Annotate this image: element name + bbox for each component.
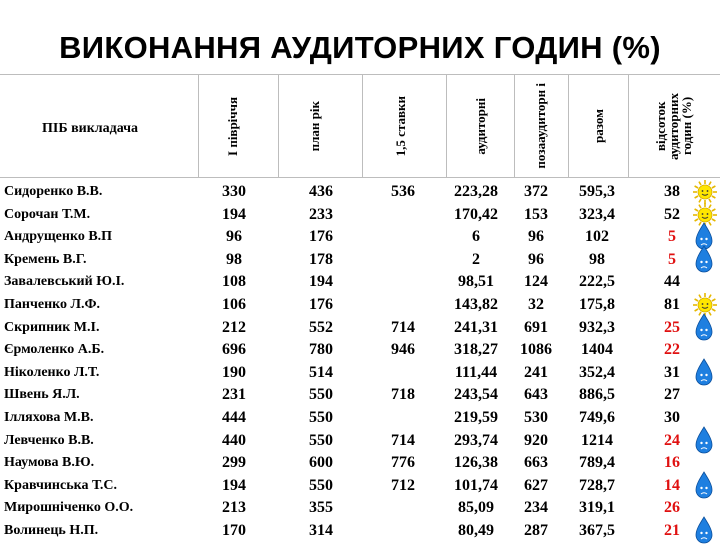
cell-aud: 223,28 — [454, 183, 498, 200]
cell-h1: 98 — [226, 250, 242, 268]
column-divider — [568, 74, 569, 178]
column-header-name: ПІБ викладача — [42, 121, 139, 136]
cell-aud: 98,51 — [458, 273, 494, 291]
column-header-percent — [640, 76, 706, 176]
cell-extra: 96 — [528, 228, 544, 246]
cell-rate — [368, 226, 438, 248]
teacher-name: Мирошніченко О.О. — [4, 500, 134, 516]
slide-title: ВИКОНАННЯ АУДИТОРНИХ ГОДИН (%) — [59, 30, 661, 65]
cell-plan: 436 — [309, 183, 333, 200]
cell-pct: 16 — [664, 454, 680, 472]
table-row — [0, 497, 720, 519]
cell-h1: 212 — [222, 318, 246, 336]
column-header-total-label: разом — [590, 109, 606, 143]
cell-rate — [368, 271, 438, 293]
cell-pct: 21 — [664, 522, 680, 539]
column-divider — [278, 74, 279, 178]
cell-h1: 440 — [222, 431, 246, 449]
cell-pct: 5 — [668, 228, 676, 246]
cell-pct: 24 — [664, 431, 680, 449]
teacher-name: Левченко В.В. — [4, 432, 94, 448]
teacher-name: Швень Я.Л. — [4, 387, 80, 403]
cell-plan: 600 — [309, 454, 333, 472]
teacher-name: Панченко Л.Ф. — [4, 297, 100, 312]
teacher-name: Сорочан Т.М. — [4, 206, 91, 222]
cell-h1: 170 — [222, 522, 246, 539]
cell-total: 728,7 — [579, 476, 615, 494]
teacher-name: Ілляхова М.В. — [4, 410, 94, 425]
table-row — [0, 181, 720, 203]
cell-extra: 153 — [524, 205, 548, 223]
cell-extra: 241 — [524, 363, 548, 381]
cell-h1: 299 — [222, 454, 246, 472]
cell-total: 749,6 — [579, 409, 615, 426]
column-header-total — [584, 76, 612, 176]
cell-extra: 96 — [528, 250, 544, 268]
column-header-year-plan — [300, 76, 328, 176]
column-header-extra-label: позааудиторн і — [532, 83, 548, 169]
cell-rate: 714 — [391, 431, 415, 449]
cell-pct: 5 — [668, 250, 676, 268]
cell-rate — [368, 362, 438, 384]
cell-plan: 550 — [309, 476, 333, 494]
column-header-rate — [386, 76, 414, 176]
cell-plan: 550 — [309, 409, 333, 426]
cell-aud: 101,74 — [454, 476, 498, 494]
cell-h1: 231 — [222, 386, 246, 404]
header-top-rule — [0, 74, 720, 75]
cell-extra: 372 — [524, 183, 548, 200]
cell-plan: 176 — [309, 296, 333, 313]
cell-pct: 30 — [664, 409, 680, 426]
cell-plan: 550 — [309, 386, 333, 404]
column-header-year-plan-label: план рік — [306, 100, 322, 152]
cell-total: 222,5 — [579, 273, 615, 291]
teacher-name: Кремень В.Г. — [4, 251, 87, 267]
table-row — [0, 294, 720, 316]
teacher-name: Ніколенко Л.Т. — [4, 364, 100, 380]
column-divider — [362, 74, 363, 178]
raindrop-icon — [694, 245, 714, 275]
raindrop-icon — [694, 313, 714, 343]
cell-pct: 14 — [664, 476, 680, 494]
cell-plan: 233 — [309, 205, 333, 223]
cell-h1: 96 — [226, 228, 242, 246]
column-divider — [514, 74, 515, 178]
cell-total: 352,4 — [579, 363, 615, 381]
cell-pct: 22 — [664, 341, 680, 359]
cell-aud: 126,38 — [454, 454, 498, 472]
column-header-classroom — [466, 76, 494, 176]
cell-pct: 26 — [664, 499, 680, 517]
cell-total: 932,3 — [579, 318, 615, 336]
table-row — [0, 271, 720, 293]
cell-extra: 124 — [524, 273, 548, 291]
cell-plan: 355 — [309, 499, 333, 517]
cell-rate — [368, 497, 438, 519]
cell-rate — [368, 249, 438, 271]
cell-rate: 536 — [391, 183, 415, 200]
cell-h1: 190 — [222, 363, 246, 381]
cell-total: 1214 — [581, 431, 613, 449]
cell-rate — [368, 204, 438, 226]
teacher-name: Скрипник М.І. — [4, 319, 100, 335]
table-row — [0, 226, 720, 248]
cell-extra: 32 — [528, 296, 544, 313]
header-bottom-rule — [0, 177, 720, 178]
cell-aud: 219,59 — [454, 409, 498, 426]
table-row — [0, 407, 720, 429]
column-header-classroom-label: аудиторні — [472, 97, 488, 155]
column-header-percent-label: відсоток аудиторних годин (%) — [652, 92, 694, 160]
column-divider — [628, 74, 629, 178]
cell-plan: 178 — [309, 250, 333, 268]
teacher-name: Єрмоленко А.Б. — [4, 342, 105, 358]
cell-extra: 663 — [524, 454, 548, 472]
teacher-name: Андрущенко В.П — [4, 229, 113, 245]
table-row — [0, 204, 720, 226]
cell-aud: 243,54 — [454, 386, 498, 404]
cell-aud: 85,09 — [458, 499, 494, 517]
column-header-semester-label: І півріччя — [224, 96, 240, 156]
cell-extra: 530 — [524, 409, 548, 426]
cell-extra: 643 — [524, 386, 548, 404]
cell-plan: 780 — [309, 341, 333, 359]
cell-h1: 330 — [222, 183, 246, 200]
table-row — [0, 430, 720, 452]
raindrop-icon — [694, 516, 714, 546]
cell-rate — [368, 407, 438, 429]
cell-extra: 287 — [524, 522, 548, 539]
cell-aud: 80,49 — [458, 522, 494, 539]
cell-h1: 194 — [222, 205, 246, 223]
column-divider — [446, 74, 447, 178]
cell-pct: 81 — [664, 296, 680, 313]
teacher-name: Наумова В.Ю. — [4, 455, 95, 471]
raindrop-icon — [694, 471, 714, 501]
cell-h1: 213 — [222, 499, 246, 517]
column-divider — [198, 74, 199, 178]
cell-extra: 1086 — [520, 341, 552, 359]
cell-extra: 691 — [524, 318, 548, 336]
cell-rate: 712 — [391, 476, 415, 494]
table-row — [0, 339, 720, 361]
cell-extra: 627 — [524, 476, 548, 494]
cell-aud: 293,74 — [454, 431, 498, 449]
cell-pct: 44 — [664, 273, 680, 291]
raindrop-icon — [694, 426, 714, 456]
cell-total: 319,1 — [579, 499, 615, 517]
cell-aud: 111,44 — [454, 363, 498, 381]
table-row — [0, 520, 720, 542]
cell-h1: 108 — [222, 273, 246, 291]
table-row — [0, 475, 720, 497]
column-header-extra — [518, 76, 562, 176]
cell-aud: 241,31 — [454, 318, 498, 336]
teacher-name: Волинець Н.П. — [4, 523, 99, 538]
cell-total: 175,8 — [579, 296, 615, 313]
cell-total: 789,4 — [579, 454, 615, 472]
cell-total: 886,5 — [579, 386, 615, 404]
cell-rate: 718 — [391, 386, 415, 404]
cell-plan: 514 — [309, 363, 333, 381]
cell-aud: 2 — [472, 250, 480, 268]
cell-plan: 194 — [309, 273, 333, 291]
cell-pct: 31 — [664, 363, 680, 381]
cell-pct: 38 — [664, 183, 680, 200]
table-row — [0, 249, 720, 271]
cell-plan: 552 — [309, 318, 333, 336]
cell-rate: 946 — [391, 341, 415, 359]
raindrop-icon — [694, 358, 714, 388]
column-header-semester — [218, 76, 246, 176]
cell-plan: 176 — [309, 228, 333, 246]
table-row — [0, 452, 720, 474]
cell-aud: 318,27 — [454, 341, 498, 359]
teacher-name: Кравчинська Т.С. — [4, 477, 118, 493]
cell-rate: 714 — [391, 318, 415, 336]
table-row — [0, 362, 720, 384]
cell-plan: 314 — [309, 522, 333, 539]
cell-aud: 170,42 — [454, 205, 498, 223]
cell-rate — [368, 520, 438, 542]
cell-h1: 194 — [222, 476, 246, 494]
cell-pct: 27 — [664, 386, 680, 404]
cell-h1: 444 — [222, 409, 246, 426]
cell-total: 367,5 — [579, 522, 615, 539]
cell-aud: 143,82 — [454, 296, 498, 313]
cell-total: 323,4 — [579, 205, 615, 223]
column-header-rate-label: 1,5 ставки — [392, 95, 408, 157]
cell-rate: 776 — [391, 454, 415, 472]
table-row — [0, 384, 720, 406]
cell-pct: 52 — [664, 205, 680, 223]
table-row — [0, 317, 720, 339]
cell-h1: 106 — [222, 296, 246, 313]
cell-extra: 920 — [524, 431, 548, 449]
cell-total: 1404 — [581, 341, 613, 359]
cell-extra: 234 — [524, 499, 548, 517]
cell-aud: 6 — [472, 228, 480, 246]
cell-total: 98 — [589, 250, 605, 268]
teacher-name: Сидоренко В.В. — [4, 184, 103, 199]
cell-pct: 25 — [664, 318, 680, 336]
cell-rate — [368, 294, 438, 316]
cell-plan: 550 — [309, 431, 333, 449]
cell-h1: 696 — [222, 341, 246, 359]
cell-total: 102 — [585, 228, 609, 246]
teacher-name: Завалевський Ю.І. — [4, 274, 125, 290]
cell-total: 595,3 — [579, 183, 615, 200]
